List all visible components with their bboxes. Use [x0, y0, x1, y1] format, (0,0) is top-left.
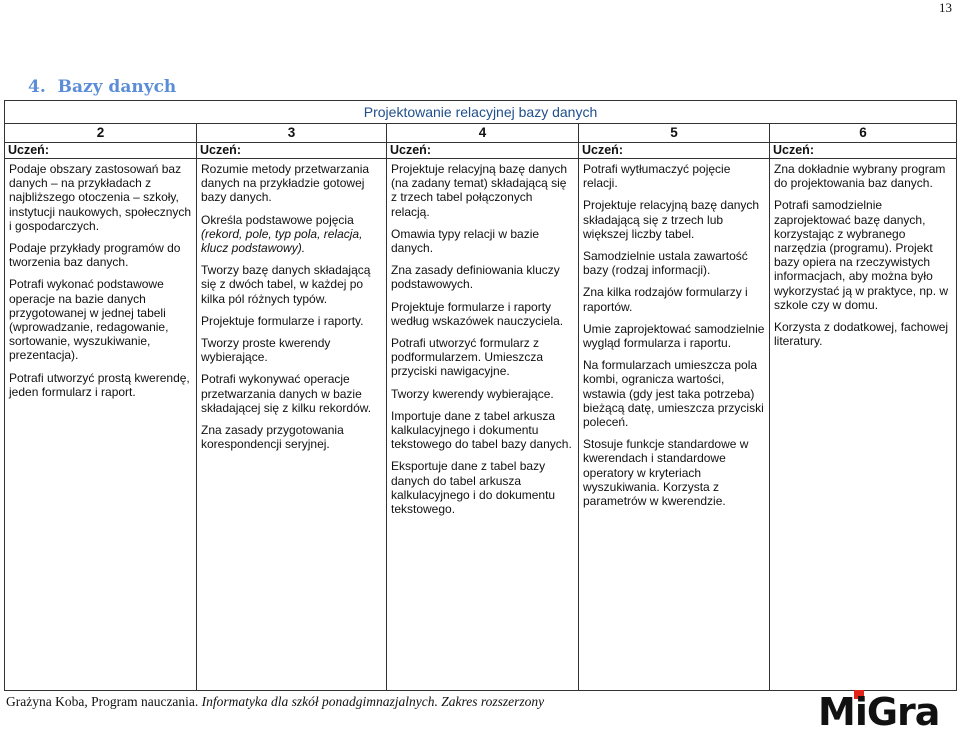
requirement-text: Rozumie metody przetwarzania danych na przykładzie gotowej bazy danych. — [201, 162, 370, 205]
requirement-text: Potrafi utworzyć prostą kwerendę, jeden formularz i raport. — [9, 370, 190, 399]
logo-wordmark: MiGra — [818, 690, 940, 734]
requirement-text: Potrafi wytłumaczyć pojęcie relacji. — [583, 162, 731, 191]
requirement-text: Potrafi samodzielnie zaprojektować bazę danych, korzystając z wybranego narzędzia (programu). Projekt bazy opiera na rzeczywistych informacjach, aby można było wykorzystać ją w praktyce, np. w szkole czy w domu. — [774, 198, 949, 312]
requirements-cell — [197, 159, 387, 691]
requirement-text: Określa podstawowe pojęcia — [201, 212, 354, 227]
requirement-text: Umie zaprojektować samodzielnie wygląd formularza i raportu. — [583, 321, 765, 351]
requirement-text: Eksportuje dane z tabel bazy danych do tabel arkusza kalkulacyjnego i do dokumentu tekstowego. — [391, 459, 556, 517]
requirement-text: Na formularzach umieszcza pola kombi, ogranicza wartości, wstawia (gdy jest taka potrzeba) bieżącą datę, umieszcza przyciski poleceń. — [583, 358, 764, 430]
section-title — [28, 77, 176, 97]
requirement-text: Stosuje funkcje standardowe w kwerendach i standardowe operatory w kryteriach wyszukiwania. Korzysta z parametrów w kwerendzie. — [583, 437, 749, 509]
student-label: Uczeń: — [579, 143, 770, 159]
requirements-cell — [579, 159, 770, 691]
requirements-table — [4, 100, 957, 691]
footer-book-title: Informatyka dla szkół ponadgimnazjalnych. Zakres rozszerzony — [201, 694, 545, 709]
page-number: 13 — [939, 0, 952, 15]
requirement-text: Zna zasady przygotowania korespondencji seryjnej. — [201, 423, 344, 452]
grade-level: 6 — [770, 124, 957, 143]
student-label-row — [5, 143, 957, 159]
requirement-text: Tworzy bazę danych składającą się z dwóch tabel, w każdej po kilka pól różnych typów. — [201, 263, 371, 306]
requirement-text: Importuje dane z tabel arkusza kalkulacyjnego i dokumentu tekstowego do tabel bazy danych. — [391, 408, 572, 452]
student-label: Uczeń: — [770, 143, 957, 159]
requirement-text: Potrafi wykonywać operacje przetwarzania danych w bazie składającej się z kilku rekordów. — [201, 372, 372, 415]
requirement-text: Samodzielnie ustala zawartość bazy (rodzaj informacji). — [583, 249, 748, 278]
footer-citation — [6, 694, 544, 710]
requirement-text: Projektuje formularze i raporty. — [201, 313, 364, 328]
requirement-text: Korzysta z dodatkowej, fachowej literatury. — [774, 320, 949, 349]
student-label: Uczeń: — [197, 143, 387, 159]
grade-level: 4 — [387, 124, 579, 143]
requirement-text: Projektuje relacyjną bazę danych (na zadany temat) składającą się z trzech tabel połączonych relacją. — [391, 162, 568, 219]
table-title: Projektowanie relacyjnej bazy danych — [5, 101, 957, 124]
section-number: 4. — [28, 77, 46, 97]
requirement-text: (rekord, pole, typ pola, relacja, klucz podstawowy). — [201, 226, 363, 256]
student-label: Uczeń: — [5, 143, 197, 159]
grade-level: 3 — [197, 124, 387, 143]
requirement-text: Zna zasady definiowania kluczy podstawowych. — [391, 263, 560, 292]
requirements-cell — [387, 159, 579, 691]
requirement-text: Zna kilka rodzajów formularzy i raportów. — [583, 285, 748, 314]
requirement-text: Zna dokładnie wybrany program do projektowania baz danych. — [774, 162, 946, 191]
requirement-text: Projektuje formularze i raporty według wskazówek nauczyciela. — [391, 299, 564, 328]
requirement-text: Podaje przykłady programów do tworzenia baz danych. — [9, 241, 181, 270]
footer-author: Grażyna Koba, Program nauczania. — [6, 694, 199, 709]
requirement-text: Potrafi wykonać podstawowe operacje na bazie danych przygotowanej w jednej tabeli (wprowadzanie, redagowanie, sortowanie, wyszukiwanie, prezentacja). — [9, 277, 169, 363]
requirement-text: Omawia typy relacji w bazie danych. — [391, 226, 540, 256]
table-title-row — [5, 101, 957, 124]
section-heading-text: Bazy danych — [57, 77, 177, 97]
requirement-text: Tworzy proste kwerendy wybierające. — [201, 336, 331, 365]
requirements-content-row — [5, 159, 957, 691]
requirement-text: Podaje obszary zastosowań baz danych – na przykładach z najbliższego otoczenia – szkoły, instytucji naukowych, społecznych i gospodarczych. — [9, 162, 192, 233]
grade-levels-row — [5, 124, 957, 143]
publisher-logo — [818, 690, 946, 734]
grade-level: 2 — [5, 124, 197, 143]
requirement-text: Tworzy kwerendy wybierające. — [391, 386, 554, 401]
requirement-text: Projektuje relacyjną bazę danych składającą się z trzech lub większej liczby tabel. — [583, 198, 760, 241]
requirement-text: Potrafi utworzyć formularz z podformularzem. Umieszcza przyciski nawigacyjne. — [391, 336, 544, 379]
requirements-cell — [5, 159, 197, 691]
requirements-cell — [770, 159, 957, 691]
student-label: Uczeń: — [387, 143, 579, 159]
grade-level: 5 — [579, 124, 770, 143]
